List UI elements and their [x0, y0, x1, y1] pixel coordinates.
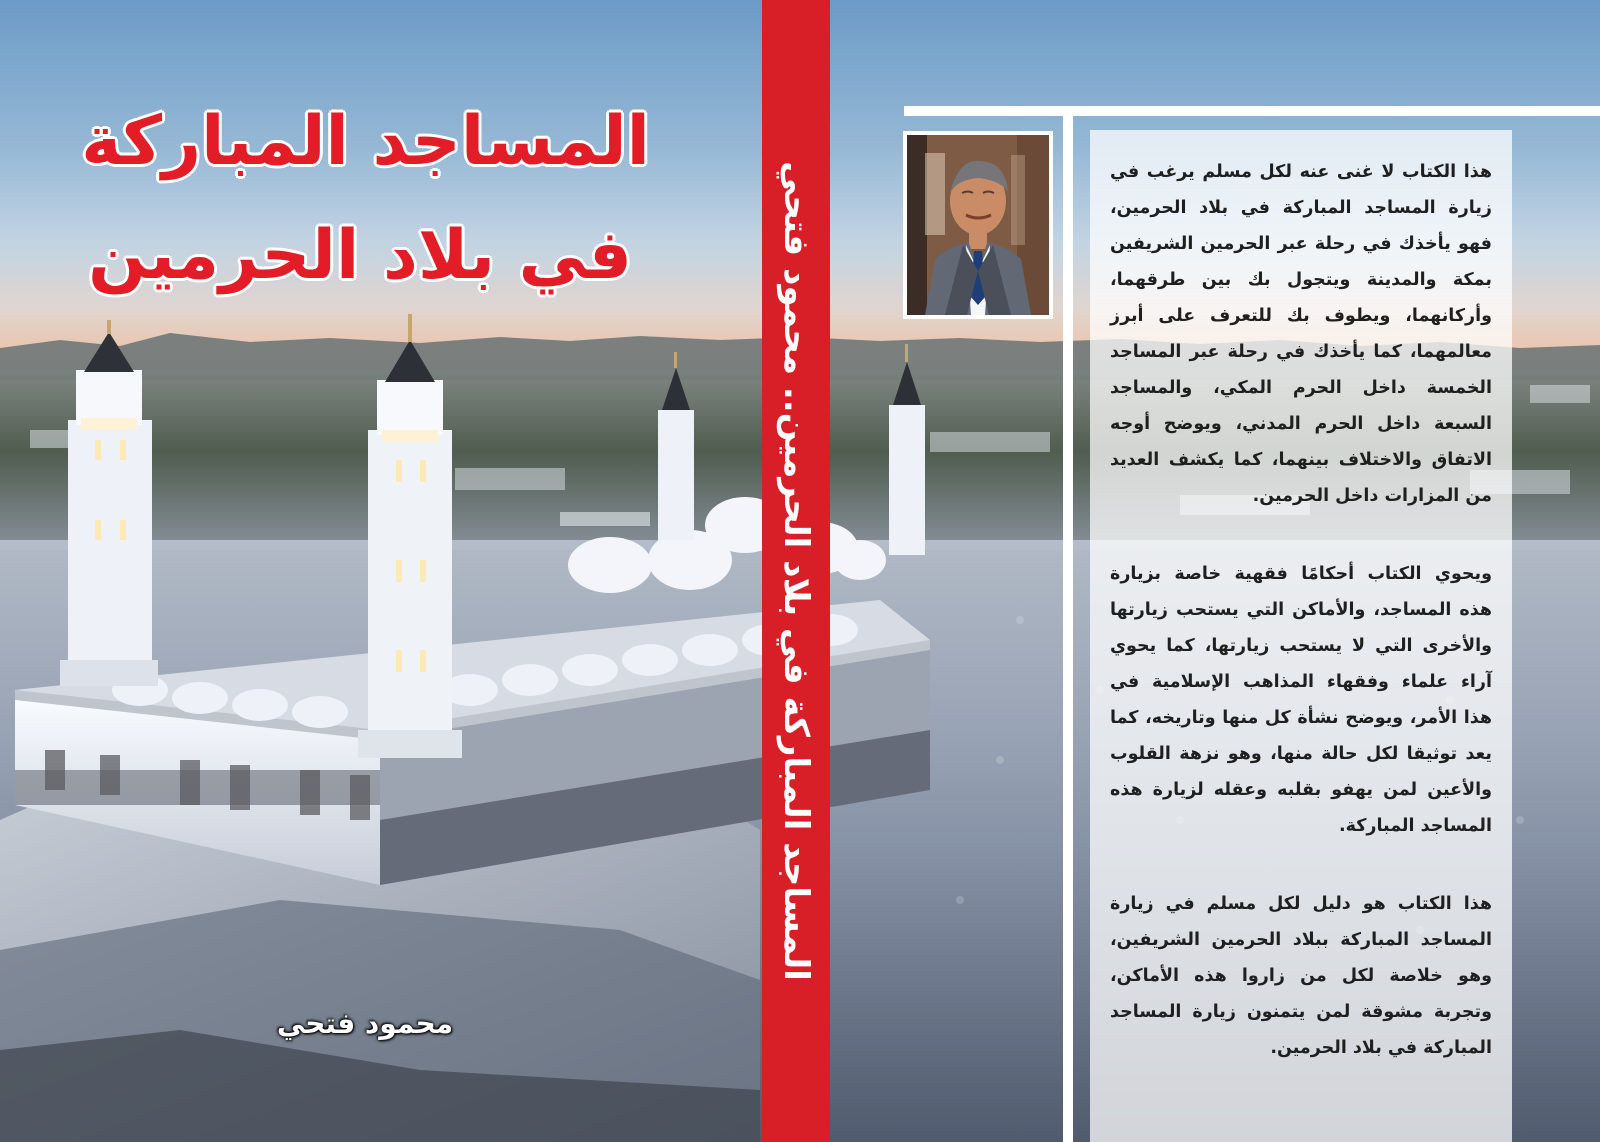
back-cover-paragraph-2: ويحوي الكتاب أحكامًا فقهية خاصة بزيارة هذه المساجد، والأماكن التي يستحب زيارتها والأخرى التي لا يستحب زيارتها، كما يحوي آراء علماء وفقهاء المذاهب الإسلامية في هذا الأمر، ويوضح نشأة كل منها وتاريخه، كما يعد توثيقا لكل حالة منها، وهو نزهة القلوب والأعين لمن يهفو بقلبه وعقله لزيارة هذه المساجد المباركة.	[1110, 564, 1492, 836]
book-spine	[762, 0, 830, 1142]
author-portrait-icon	[907, 135, 1049, 315]
front-title-line-1: المساجد المباركة	[81, 102, 650, 181]
front-title-line-2: في بلاد الحرمين	[88, 216, 632, 295]
back-cover-top-rule	[904, 106, 1600, 116]
back-cover-paragraph-1: هذا الكتاب لا غنى عنه لكل مسلم يرغب في زيارة المساجد المباركة في بلاد الحرمين، فهو يأخذك في رحلة عبر الحرمين الشريفين بمكة والمدينة ويتجول بك بين طرقهما، وأركانهما، ويطوف بك للتعرف على أبرز معالمهما، كما يأخذك في رحلة عبر المساجد الخمسة داخل الحرم المكي، والمساجد السبعة داخل الحرم المدني، ويوضح أوجه الاتفاق والاختلاف بينهما، كما يكشف العديد من المزارات داخل الحرمين.	[1110, 162, 1492, 506]
front-author-name: محمود فتحي	[276, 1007, 454, 1040]
spine-title: المساجد المباركة في بلاد الحرمين.. محمود فتحي	[776, 161, 816, 981]
back-cover-side-rule	[1063, 116, 1073, 1142]
back-cover-description-panel	[1090, 130, 1512, 1142]
back-cover-paragraph-3: هذا الكتاب هو دليل لكل مسلم في زيارة المساجد المباركة ببلاد الحرمين الشريفين، وهو خلاصة لكل من زاروا هذه الأماكن، وتجربة مشوقة لمن يتمنون زيارة المساجد المباركة في بلاد الحرمين.	[1110, 894, 1492, 1058]
author-photo-frame	[903, 131, 1053, 319]
